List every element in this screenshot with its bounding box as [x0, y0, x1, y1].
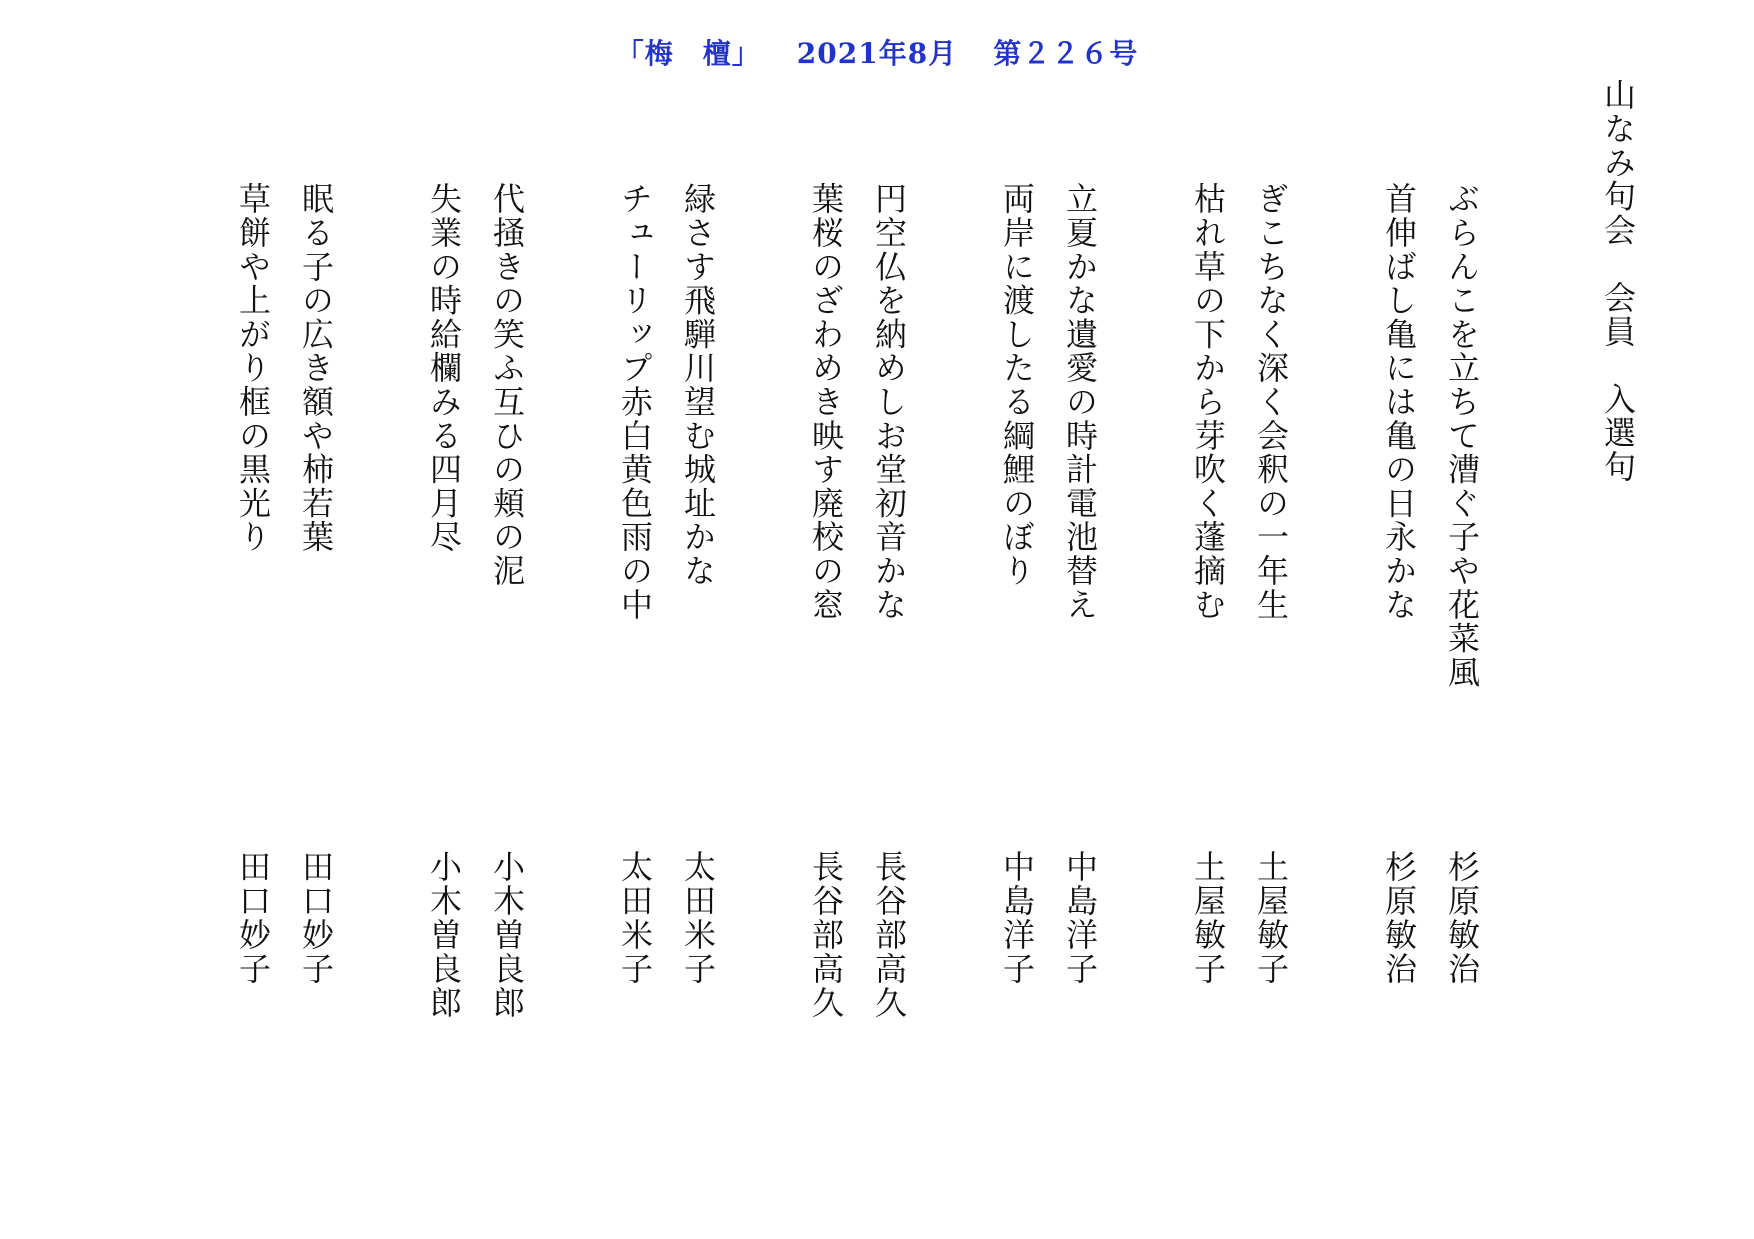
- haiku-text: 失業の時給欄みる四月尽: [425, 182, 463, 554]
- haiku-text: ぶらんこを立ちて漕ぐ子や花菜風: [1443, 182, 1481, 689]
- publication-name: 「梅 檀」: [615, 37, 761, 70]
- haiku-text: 草餅や上がり框の黒光り: [234, 182, 272, 554]
- haiku-text: 代掻きの笑ふ互ひの頬の泥: [488, 182, 526, 588]
- haiku-author: 田口妙子: [234, 850, 272, 986]
- haiku-text: 首伸ばし亀には亀の日永かな: [1380, 182, 1418, 622]
- haiku-text: 葉桜のざわめき映す廃校の窓: [807, 182, 845, 622]
- haiku-text: 立夏かな遺愛の時計電池替え: [1061, 182, 1099, 622]
- haiku-text: 両岸に渡したる綱鯉のぼり: [998, 182, 1036, 588]
- haiku-text: 緑さす飛騨川望む城址かな: [679, 182, 717, 588]
- haiku-author: 田口妙子: [297, 850, 335, 986]
- page-header: [0, 30, 1754, 74]
- haiku-author: 長谷部高久: [870, 850, 908, 1020]
- haiku-text: 枯れ草の下から芽吹く蓬摘む: [1189, 182, 1227, 622]
- haiku-author: 小木曽良郎: [425, 850, 463, 1020]
- haiku-text: 眠る子の広き額や柿若葉: [297, 182, 335, 554]
- issue-date: 2021年8月: [796, 37, 958, 70]
- haiku-author: 土屋敏子: [1189, 850, 1227, 986]
- haiku-author: 中島洋子: [998, 850, 1036, 986]
- haiku-text: チューリップ赤白黄色雨の中: [616, 182, 654, 622]
- haiku-author: 太田米子: [616, 850, 654, 986]
- haiku-author: 小木曽良郎: [488, 850, 526, 1020]
- haiku-text: 円空仏を納めしお堂初音かな: [870, 182, 908, 622]
- haiku-author: 中島洋子: [1061, 850, 1099, 986]
- haiku-author: 土屋敏子: [1252, 850, 1290, 986]
- haiku-author: 長谷部高久: [807, 850, 845, 1020]
- issue-number: 第２２６号: [993, 37, 1139, 70]
- haiku-author: 杉原敏治: [1443, 850, 1481, 986]
- haiku-text: ぎこちなく深く会釈の一年生: [1252, 182, 1290, 622]
- section-title: 山なみ句会 会員 入選句: [1599, 78, 1637, 484]
- haiku-author: 太田米子: [679, 850, 717, 986]
- haiku-author: 杉原敏治: [1380, 850, 1418, 986]
